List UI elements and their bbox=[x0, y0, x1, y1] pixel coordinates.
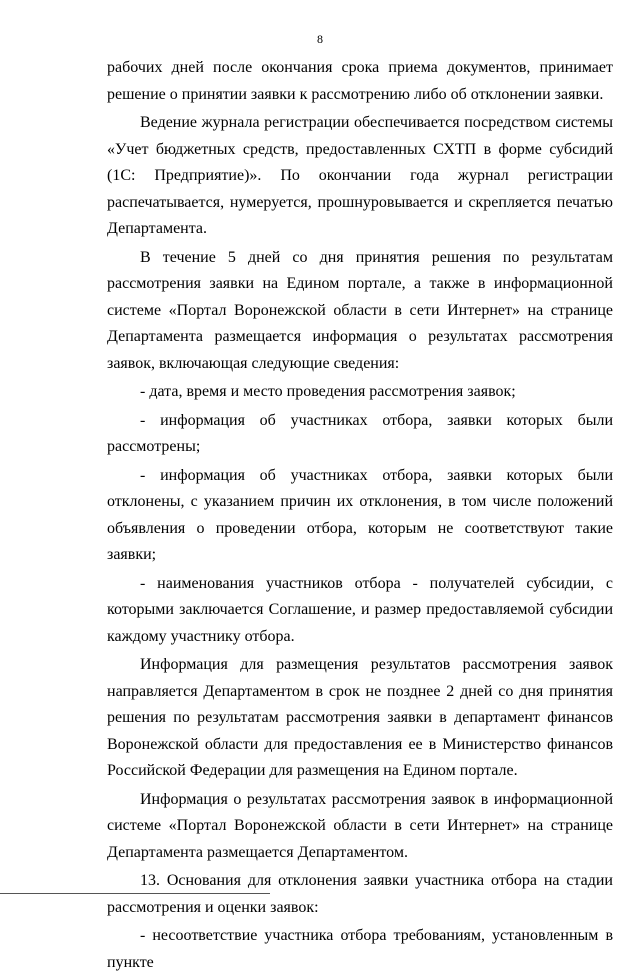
list-item-reviewed-participants: - информация об участниках отбора, заявки которых были рассмотрены; bbox=[107, 411, 613, 455]
document-body bbox=[107, 55, 613, 976]
footnote-divider bbox=[0, 893, 270, 894]
list-item-subsidy-recipients: - наименования участников отбора - получателей субсидии, с которыми заключается Соглашение, и размер предоставляемой субсидии каждому участнику отбора. bbox=[107, 574, 613, 645]
list-item-date-time-place: - дата, время и место проведения рассмотрения заявок; bbox=[140, 383, 516, 400]
paragraph-continuation: рабочих дней после окончания срока приема документов, принимает решение о принятии заявки к рассмотрению либо об отклонении заявки. bbox=[107, 59, 613, 103]
section-13-heading: 13. Основания для отклонения заявки участника отбора на стадии рассмотрения и оценки заявок: bbox=[107, 872, 613, 916]
paragraph-portal-publication: Информация о результатах рассмотрения заявок в информационной системе «Портал Воронежской области в сети Интернет» на странице Департамента размещается Департаментом. bbox=[107, 790, 613, 861]
list-item-rejected-participants: - информация об участниках отбора, заявки которых были отклонены, с указанием причин их отклонения, в том числе положений объявления о проведении отбора, которым не соответствуют такие заявки; bbox=[107, 466, 613, 563]
paragraph-registration-journal: Ведение журнала регистрации обеспечивается посредством системы «Учет бюджетных средств, предоставленных СХТП в форме субсидий (1С: Предприятие)». По окончании года журнал регистрации распечатывается, нумеруется, прошнуровывается и скрепляется печатью Департамента. bbox=[107, 114, 613, 237]
page-number: 8 bbox=[317, 32, 323, 46]
paragraph-finance-department: Информация для размещения результатов рассмотрения заявок направляется Департаментом в срок не позднее 2 дней со дня принятия решения по результатам рассмотрения заявки в департамент финансов Воронежской области для предоставления ее в Министерство финансов Российской Федерации для размещения на Едином портале. bbox=[107, 656, 613, 779]
paragraph-results-publication: В течение 5 дней со дня принятия решения по результатам рассмотрения заявки на Едином портале, а также в информационной системе «Портал Воронежской области в сети Интернет» на странице Департамента размещается информация о результатах рассмотрения заявок, включающая следующие сведения: bbox=[107, 248, 613, 372]
list-item-participant-noncompliance: - несоответствие участника отбора требованиям, установленным в пункте bbox=[107, 927, 613, 971]
